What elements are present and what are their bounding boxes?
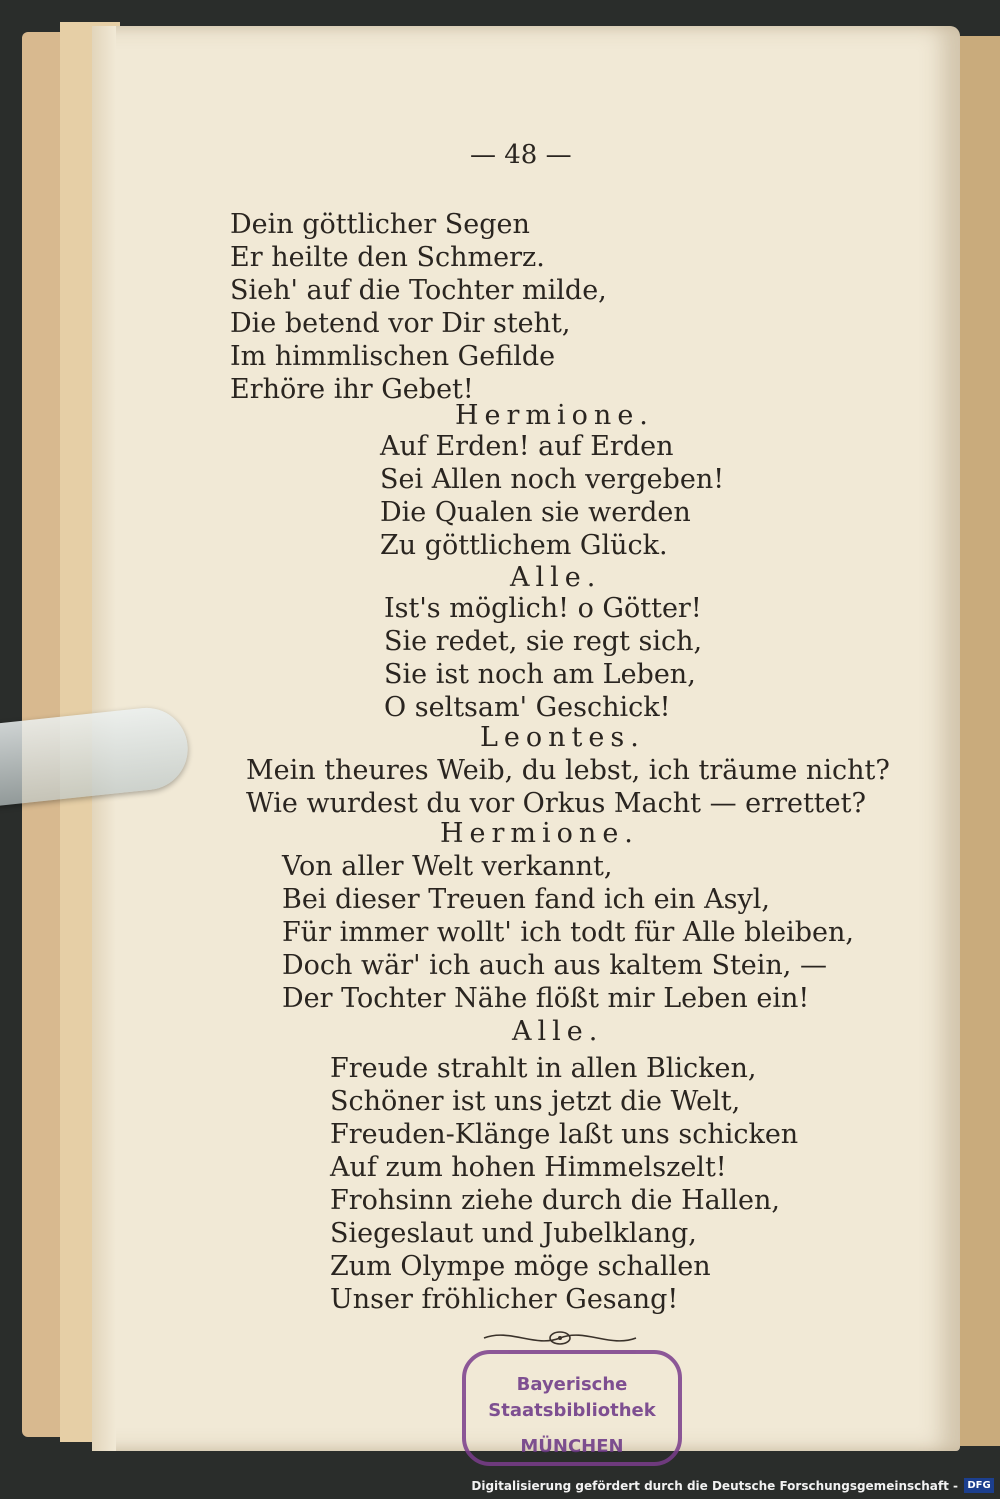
verse-line: Ist's möglich! o Götter! [384,593,702,624]
verse-line: Im himmlischen Gefilde [230,341,556,372]
verse-line: Dein göttlicher Segen [230,209,530,240]
verse-line: Doch wär' ich auch aus kaltem Stein, — [282,950,827,981]
speaker-name: Hermione. [455,400,654,431]
verse-line: Sei Allen noch vergeben! [380,464,725,495]
verse-line: Die betend vor Dir steht, [230,308,571,339]
verse-line: Unser fröhlicher Gesang! [330,1284,679,1315]
speaker-name: Alle. [512,1016,604,1047]
stamp-line: MÜNCHEN [520,1436,624,1457]
dfg-logo-icon: DFG [964,1478,994,1493]
verse-line: O seltsam' Geschick! [384,692,671,723]
page-number: — 48 — [470,140,572,170]
verse-line: Wie wurdest du vor Orkus Macht — errettet? [246,788,866,819]
verse-line: Schöner ist uns jetzt die Welt, [330,1086,741,1117]
verse-line: Siegeslaut und Jubelklang, [330,1218,697,1249]
speaker-name: Hermione. [440,818,639,849]
library-stamp [462,1350,682,1466]
verse-line: Sie ist noch am Leben, [384,659,696,690]
verse-line: Freude strahlt in allen Blicken, [330,1053,757,1084]
stamp-line: Staatsbibliothek [488,1400,656,1421]
verse-line: Sie redet, sie regt sich, [384,626,703,657]
speaker-name: Leontes. [480,722,645,753]
stamp-line: Bayerische [516,1374,628,1395]
verse-line: Sieh' auf die Tochter milde, [230,275,607,306]
verse-line: Freuden-Klänge laßt uns schicken [330,1119,799,1150]
verse-line: Die Qualen sie werden [380,497,691,528]
speaker-name: Alle. [510,562,602,593]
verse-line: Auf Erden! auf Erden [380,431,674,462]
verse-line: Mein theures Weib, du lebst, ich träume nicht? [246,755,890,786]
verse-line: Für immer wollt' ich todt für Alle bleiben, [282,917,854,948]
verse-line: Der Tochter Nähe flößt mir Leben ein! [282,983,810,1014]
verse-line: Zu göttlichem Glück. [380,530,668,561]
verse-line: Er heilte den Schmerz. [230,242,545,273]
verse-line: Erhöre ihr Gebet! [230,374,474,405]
verse-line: Auf zum hohen Himmelszelt! [330,1152,727,1183]
verse-line: Frohsinn ziehe durch die Hallen, [330,1185,780,1216]
ornament-divider [480,1326,640,1350]
verse-line: Zum Olympe möge schallen [330,1251,711,1282]
verse-line: Bei dieser Treuen fand ich ein Asyl, [282,884,770,915]
footer-credit: Digitalisierung gefördert durch die Deutsche Forschungsgemeinschaft - [471,1479,958,1493]
verse-line: Von aller Welt verkannt, [282,851,613,882]
